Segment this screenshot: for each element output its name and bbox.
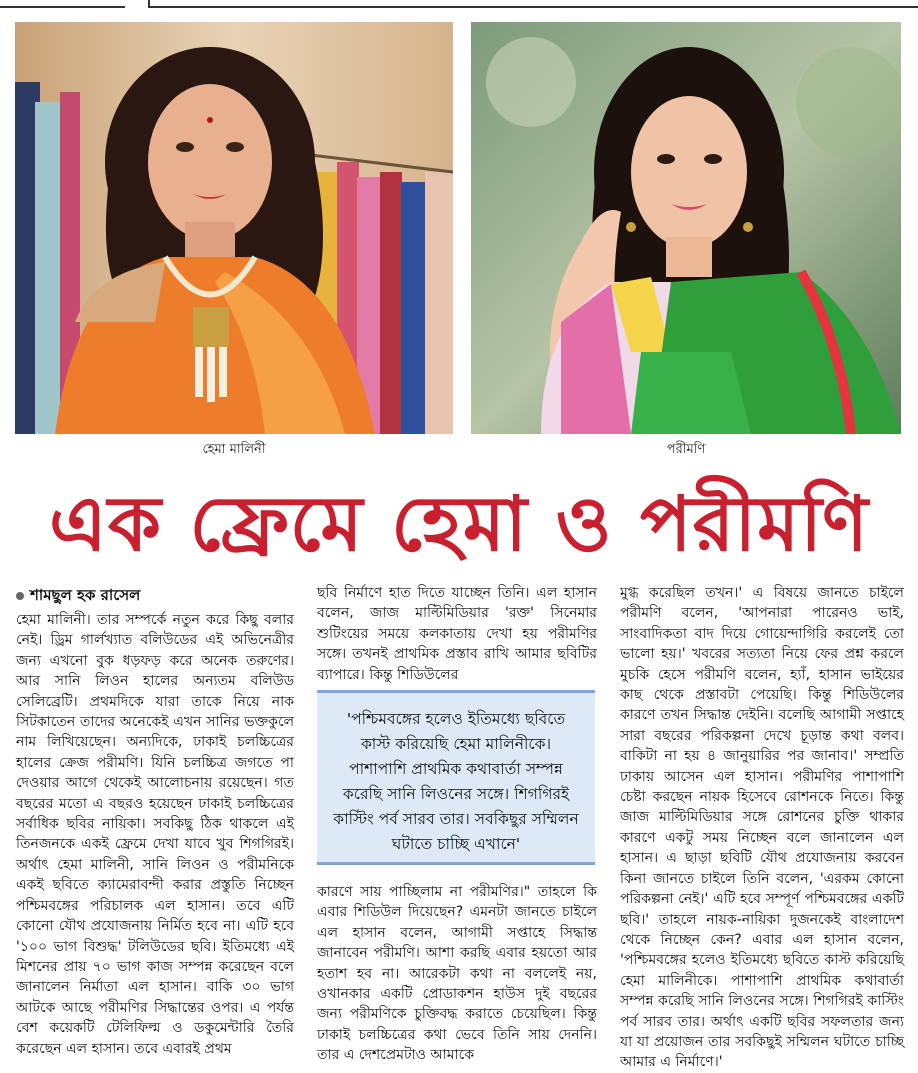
headline: এক ফ্রেমে হেমা ও পরীমণি xyxy=(49,479,869,568)
article-column-2-top: ছবি নির্মাণে হাত দিতে যাচ্ছেন তিনি। এল হাসান বলেন, জাজ মাল্টিমিডিয়ার 'রক্ত' সিনেমার শুটিংয়ের সময়ে কলকাতায় দেখা হয় পরীমণির সঙ্গে। তখনই প্রাথমিক প্রস্তাব রাখি আমার ছবিটির ব্যাপারে। কিন্তু শিডিউলের xyxy=(317,585,597,683)
article-column-1: হেমা মালিনী। তার সম্পর্কে নতুন করে কিছু বলার নেই। ড্রিম গার্লখ্যাত বলিউডের এই অভিনেত্রীর জন্য এখনো বুক ধড়ফড় করে অনেক তরুণের। আর সানি লিওন হালের অন্যতম বলিউড সেলিব্রেটি। প্রথমদিকে যারা তাকে নিয়ে নাক সিটকাতেন তাদের অনেকেই এখন সানির ভক্তকুলে নাম লিখিয়েছেন। অন্যদিকে, ঢাকাই চলচ্চিত্রের হালের ক্রেজ পরীমণি। যিনি চলচ্চিত্র জগতে পা দেওয়ার আগে থেকেই আলোচনায় রয়েছেন। গত বছরের মতো এ বছরও হয়েছেন ঢাকাই চলচ্চিত্রের সর্বাধিক ছবির নায়িকা। সবকিছু ঠিক থাকলে এই তিনজনকে একই ফ্রেমে দেখা যাবে খুব শিগগিরই। অর্থাৎ হেমা মালিনী, সানি লিওন ও পরীমনিকে একই ছবিতে ক্যামেরাবন্দী করার প্রস্তুতি নিচ্ছেন পশ্চিমবঙ্গের পরিচালক এল হাসান। তবে এটি কোনো যৌথ প্রযোজনায় নির্মিত হবে না। এটি হবে '১০০ ভাগ বিশুদ্ধ' টলিউডের ছবি। ইতিমধ্যে এই মিশনের প্রায় ৭০ ভাগ কাজ সম্পন্ন করেছেন বলে জানালেন নির্মাতা এল হাসান। বাকি ৩০ ভাগ আটকে আছে পরীমণির সিদ্ধান্তের ওপর। এ পর্যন্ত বেশ কয়েকটি টেলিফিল্ম ও ডকুমেন্টারি তৈরি করেছেন এল হাসান। তবে এবারই প্রথম xyxy=(16,612,294,1057)
caption-right: পরীমণি xyxy=(666,442,706,457)
article-column-3: মুগ্ধ করেছিল তখন।' এ বিষয়ে জানতে চাইলে পরীমণি বলেন, 'আপনারা পারেনও ভাই, সাংবাদিকতা বাদ দিয়ে গোয়েন্দাগিরি করলেই তো ভালো হয়।' খবরের সত্যতা নিয়ে ফের প্রশ্ন করলে মুচকি হেসে পরীমণি বলেন, হ্যাঁ, হাসান ভাইয়ের কাছ থেকে প্রস্তাবটা পেয়েছি। কিন্তু শিডিউলের কারণে তখন সিদ্ধান্ত দেইনি। বলেছি আগামী সপ্তাহে সারা বছরের পরিকল্পনা দেখে চূড়ান্ত কথা বলব। বাকিটা না হয় ৪ জানুয়ারির পর জানাব।' সম্প্রতি ঢাকায় আসেন এল হাসান। পরীমণির পাশাপাশি চেষ্টা করছেন নায়ক হিসেবে রোশনকে নিতে। কিন্তু জাজ মাল্টিমিডিয়ার সঙ্গে রোশনের চুক্তি থাকার কারণে একটু সময় নিচ্ছেন বলে জানালেন এল হাসান। এ ছাড়া ছবিটি যৌথ প্রযোজনায় করবেন কিনা জানতে চাইলে তিনি বলেন, 'এরকম কোনো পরিকল্পনা নেই।' এটি হবে সম্পূর্ণ পশ্চিমবঙ্গের একটি ছবি।' তাহলে নায়ক-নায়িকা দুজনকেই বাংলাদেশ থেকে নিচ্ছেন কেন? এবার এল হাসান বলেন, 'পশ্চিমবঙ্গের হলেও ইতিমধ্যে ছবিতে কাস্ট করিয়েছি হেমা মালিনীকে। পাশাপাশি প্রাথমিক কথাবার্তা সম্পন্ন করেছি সানি লিওনের সঙ্গে। শিগগিরই কাস্টিং পর্ব সারব তার। অর্থাৎ একটি ছবির সফলতার জন্য যা যা প্রয়োজন তার সবকিছুই সম্মিলন ঘটাতে চাচ্ছি আমার এ নির্মাণে।' xyxy=(620,585,904,1071)
photo-porimoni xyxy=(471,22,901,434)
caption-left: হেমা মালিনী xyxy=(202,442,266,457)
byline-name: শামছুল হক রাসেল xyxy=(30,586,141,604)
byline xyxy=(16,584,140,609)
bullet-icon xyxy=(16,592,24,600)
top-border xyxy=(0,0,918,10)
article-column-2-bottom: কারণে সায় পাচ্ছিলাম না পরীমণির।" তাহলে কি এবার শিডিউল দিয়েছেন? এমনটা জানতে চাইলে এল হাসান বলেন, আগামী সপ্তাহে সিদ্ধান্ত জানাবেন পরীমণি। আশা করছি এবার হয়তো আর হতাশ হব না। আরেকটা কথা না বললেই নয়, ওখানকার একটি প্রোডাকশন হাউস দুই বছরের জন্য পরীমণিকে চুক্তিবদ্ধ করাতে চেয়েছিল। কিন্তু ঢাকাই চলচ্চিত্রের কথা ভেবে তিনি সায় দেননি। তার এ দেশপ্রেমটাও আমাকে xyxy=(317,884,597,1064)
top-rule-right xyxy=(148,0,918,8)
photo-hema-malini xyxy=(15,22,453,434)
pull-quote: 'পশ্চিমবঙ্গের হলেও ইতিমধ্যে ছবিতে কাস্ট করিয়েছি হেমা মালিনীকে। পাশাপাশি প্রাথমিক কথাবার্তা সম্পন্ন করেছি সানি লিওনের সঙ্গে। শিগগিরই কাস্টিং পর্ব সারব তার। সবকিছুর সম্মিলন ঘটাতে চাচ্ছি এখানে' xyxy=(317,690,595,865)
top-rule-left xyxy=(0,0,125,8)
